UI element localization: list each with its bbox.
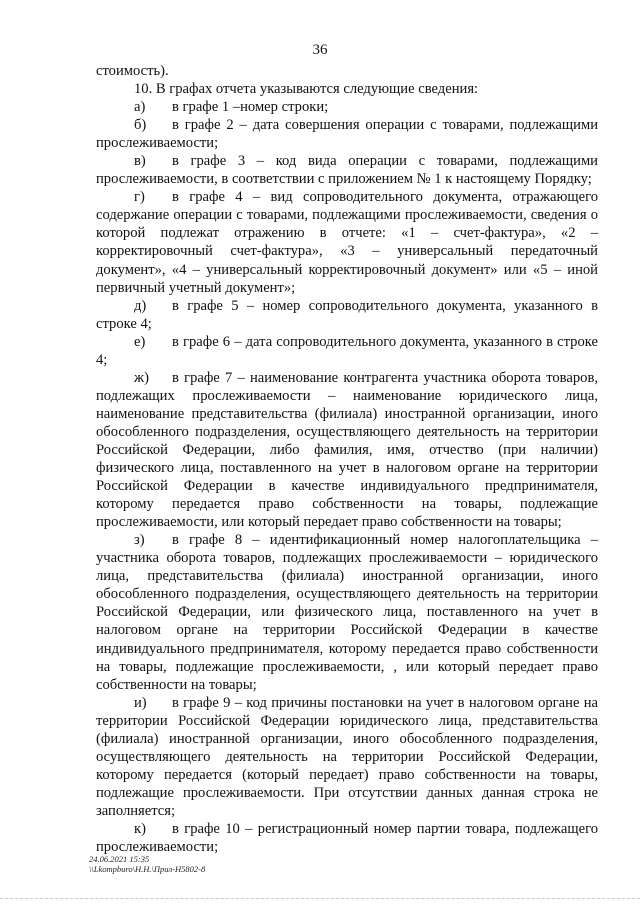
footer-file-path: \\Lkompburo\Н.Н.\Прил-Н5802-8	[89, 864, 206, 874]
list-item-marker: б)	[134, 117, 147, 134]
paragraph-text: в графе 6 – дата сопроводительного документа, указанного в строке 4;	[96, 333, 598, 368]
list-item	[96, 531, 598, 693]
paragraph-text: в графе 5 – номер сопроводительного документа, указанного в строке 4;	[96, 297, 598, 332]
list-item	[96, 820, 598, 856]
document-body	[96, 62, 598, 856]
paragraph-text: в графе 1 –номер строки;	[172, 99, 329, 116]
list-item	[96, 369, 598, 531]
list-item	[96, 116, 598, 152]
list-item	[96, 98, 598, 116]
list-item-marker: г)	[134, 189, 145, 206]
list-item-marker: а)	[134, 99, 146, 116]
paragraph-text: в графе 9 – код причины постановки на учет в налоговом органе на территории Российской Федерации юридического лица, представительства (филиала) иностранной организации, иного обособленного подразделения, осуществляющего деятельность на территории Российской Федерации, которому передается (который передает) право собственности на товары, подлежащие прослеживаемости. При отсутствии данных данная строка не заполняется;	[96, 694, 598, 819]
paragraph	[96, 62, 598, 80]
list-item-marker: ж)	[134, 369, 149, 386]
list-item	[96, 297, 598, 333]
paragraph-text: в графе 3 – код вида операции с товарами, подлежащими прослеживаемости, в соответствии с приложением № 1 к настоящему Порядку;	[96, 153, 598, 188]
paragraph-text: 10. В графах отчета указываются следующие сведения:	[134, 81, 479, 98]
paragraph-text: в графе 4 – вид сопроводительного документа, отражающего содержание операции с товарами, подлежащими прослеживаемости, сведения о которой подлежат отражению в отчете: «1 – счет-фактура», «2 – корректировочный счет-фактура», «3 – универсальный передаточный документ», «4 – универсальный корректировочный документ» или «5 – иной первичный учетный документ»;	[96, 189, 598, 296]
paragraph-text: стоимость).	[96, 63, 169, 79]
list-item	[96, 188, 598, 296]
list-item-marker: д)	[134, 297, 147, 314]
list-item-marker: е)	[134, 333, 146, 350]
scan-edge-divider	[0, 898, 640, 899]
document-footer	[89, 854, 205, 874]
footer-timestamp: 24.06.2021 15:35	[89, 854, 150, 864]
paragraph-text: в графе 10 – регистрационный номер партии товара, подлежащего прослеживаемости;	[96, 820, 598, 856]
paragraph-text: в графе 7 – наименование контрагента участника оборота товаров, подлежащих прослеживаемости – наименование юридического лица, наименование представительства (филиала) иностранной организации, иного обособленного подразделения, осуществляющего деятельность на территории Российской Федерации, либо фамилия, имя, отчество (при наличии) физического лица, поставленного на учет в налоговом органе на территории Российской Федерации в качестве индивидуального предпринимателя, которому передается право собственности на товары, подлежащие прослеживаемости, или который передает право собственности на товары;	[96, 369, 598, 531]
list-item-marker: в)	[134, 153, 146, 170]
list-item-marker: и)	[134, 694, 147, 711]
list-item	[96, 152, 598, 188]
list-item-marker: з)	[134, 532, 145, 549]
paragraph-text: в графе 8 – идентификационный номер налогоплательщика – участника оборота товаров, подлежащих прослеживаемости – юридического лица, представительства (филиала) иностранной организации, иного обособленного подразделения, осуществляющего деятельность на территории Российской Федерации, или физического лица, поставленного на учет в налоговом органе на территории Российской Федерации в качестве индивидуального предпринимателя, которому передается право собственности на товары, подлежащие прослеживаемости, , или который передает право собственности на товары;	[96, 532, 598, 693]
page-number: 36	[312, 42, 328, 58]
list-item	[96, 333, 598, 369]
paragraph	[96, 80, 598, 98]
list-item	[96, 694, 598, 820]
paragraph-text: в графе 2 – дата совершения операции с товарами, подлежащими прослеживаемости;	[96, 117, 598, 152]
list-item-marker: к)	[134, 820, 146, 837]
